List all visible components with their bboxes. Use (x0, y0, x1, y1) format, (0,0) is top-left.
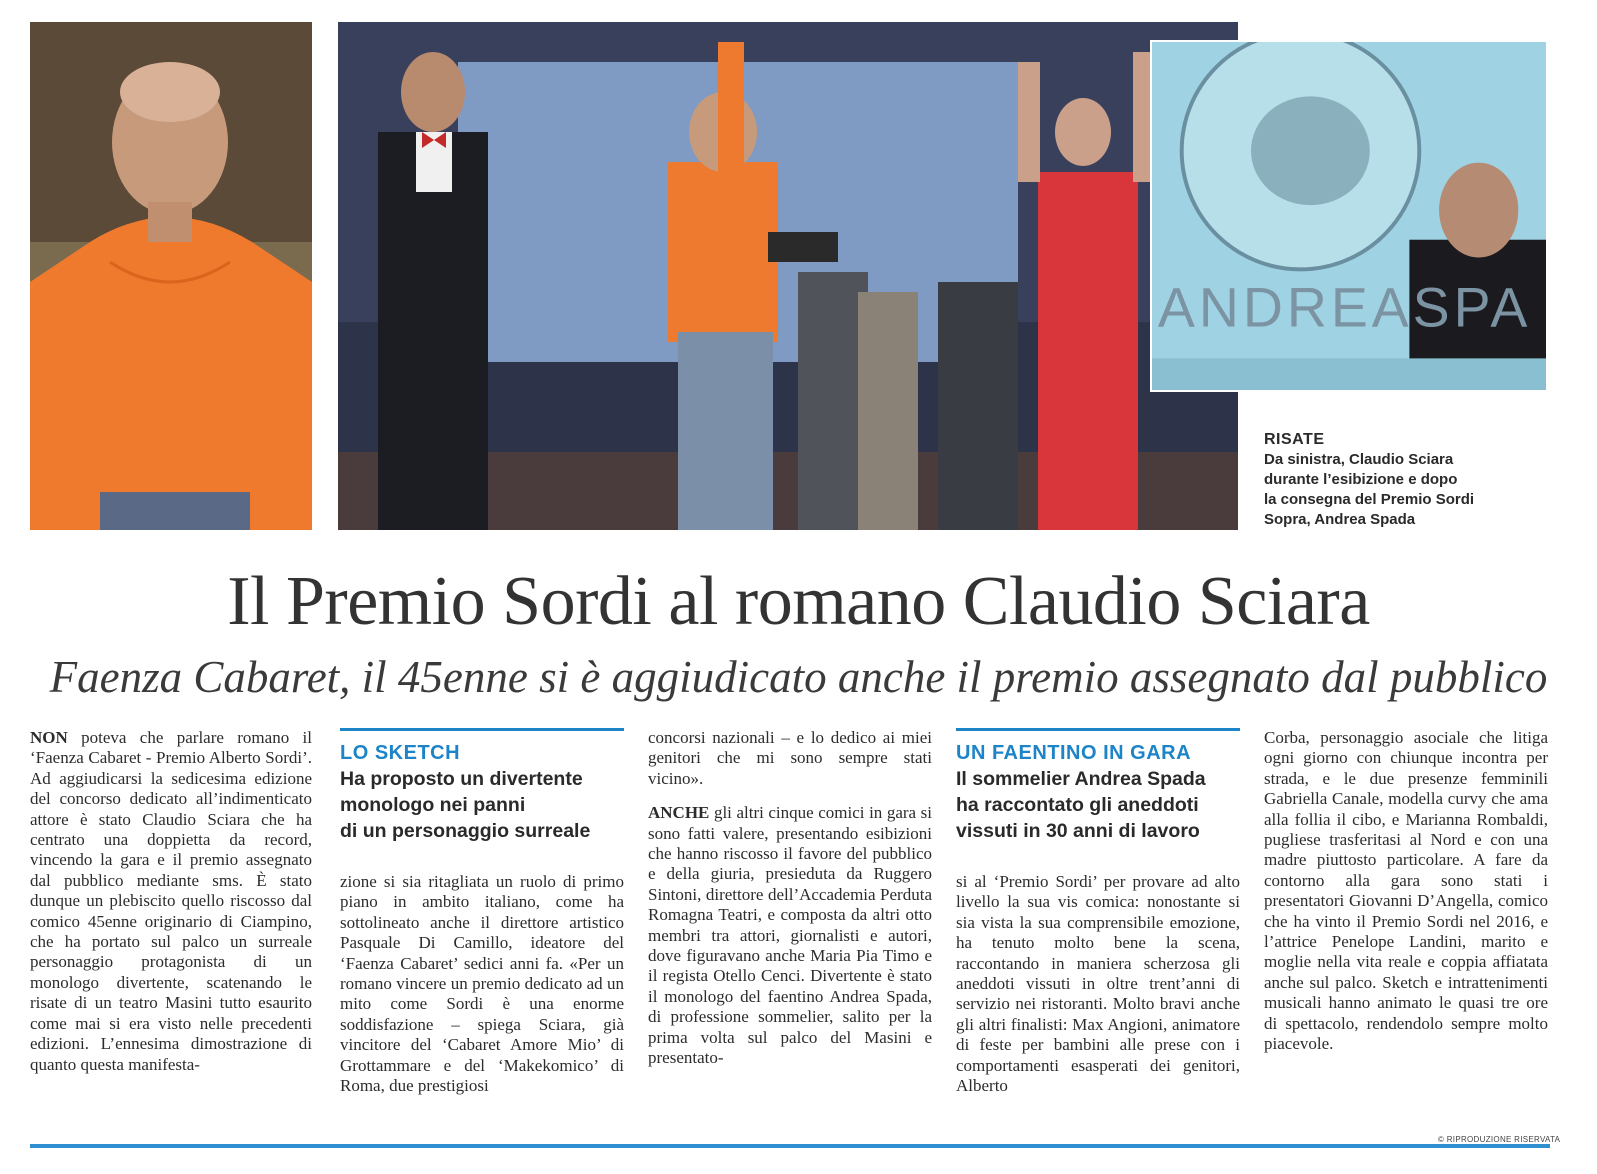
sidebox-kicker: LO SKETCH (340, 742, 461, 764)
column-text: gli altri cinque comici in gara si sono fatti valere, presentando esibizioni che hanno riscosso il favore del pubblico e della giuria, presieduta da Ruggero Sintoni, direttore dell’Accademia Perduta Romagna Teatri, e composta da altri otto membri tra attori, giornalisti e autori, dove figuravano anche Maria Pia Timo e il regista Otello Cenci. Divertente è stato il monologo del faentino Andrea Spada, di professione sommelier, salito per la prima volta sul palco del Masini e presentato- (648, 803, 932, 1068)
sidebox-kicker: UN FAENTINO IN GARA (956, 742, 1192, 764)
article-column-3 (648, 728, 932, 1069)
column-text: Corba, personaggio asociale che litiga ogni giorno con chiunque incontra per strada, e le due presenze femminili Gabriella Canale, modella curvy che ama alla follia il cibo, e Marianna Rombaldi, pugliese trasferitasi al Nord e con una madre piuttosto particolare. A fare da contorno alla gara sono stati i presentatori Giovanni D’Angella, comico che ha vinto il Premio Sordi nel 2016, e l’attrice Penelope Landini, marito e moglie nella vita reale e coppia affiatata anche sul palco. Sketch e intrattenimenti musicali hanno animato le quasi tre ore di spettacolo, rendendolo sempre molto piacevole. (1264, 728, 1548, 1054)
sidebox-line: di un personaggio surreale (340, 820, 591, 842)
column-text: si al ‘Premio Sordi’ per provare ad alto livello la sua vis comica: nonostante si sia vista la sua comprensibile emozione, ha tenuto molto bene la scena, raccontando in maniera scherzosa gli aneddoti vissuti in oltre trent’anni di servizio nei ristoranti. Molto bravi anche gli altri finalisti: Max Angioni, animatore di feste per bambini alle prese con i comportamenti esasperati dei genitori, Alberto (956, 872, 1240, 1096)
column-text: concorsi nazionali – e lo dedico ai miei genitori che mi sono sempre stati vicino». (648, 728, 932, 788)
column-text: poteva che parlare romano il ‘Faenza Cabaret - Premio Alberto Sordi’. Ad aggiudicarsi la sedicesima edizione del concorso dedicato all’indimenticato attore è stato Claudio Sciara che ha centrato una doppietta da record, vincendo la gara e il premio assegnato dal pubblico mediante sms. È stato dunque un plebiscito quello riscosso dal comico 45enne originario di Ciampino, che ha portato sul palco un surreale personaggio protagonista di un monologo divertente, scatenando le risate di un teatro Masini tutto esaurito come mai si era visto nelle precedenti edizioni. L’ennesima dimostrazione di quanto questa manifesta- (30, 728, 312, 1074)
sidebox-rule (340, 728, 624, 731)
sidebox-line: monologo nei panni (340, 794, 526, 816)
photo-award-stage (338, 22, 1238, 530)
photo-claudio-sciara (30, 22, 312, 530)
sidebox-line: Il sommelier Andrea Spada (956, 768, 1206, 790)
lead-word: NON (30, 728, 68, 747)
sidebox-lo-sketch (340, 740, 624, 844)
caption-line: Da sinistra, Claudio Sciara (1264, 451, 1454, 468)
headline: Il Premio Sordi al romano Claudio Sciara (227, 563, 1370, 640)
sidebox-line: ha raccontato gli aneddoti (956, 794, 1199, 816)
article-column-5 (1264, 728, 1548, 1055)
sidebox-rule (956, 728, 1240, 731)
subheadline: Faenza Cabaret, il 45enne si è aggiudicato anche il premio assegnato dal pubblico (49, 652, 1548, 702)
column-text: zione si sia ritagliata un ruolo di primo piano in ambito italiano, come ha sottolineato anche il direttore artistico Pasquale Di Camillo, ideatore del ‘Faenza Cabaret’ sedici anni fa. «Per un romano vincere un premio dedicato ad un mito come Sordi è una enorme soddisfazione – spiega Sciara, già vincitore del ‘Cabaret Amore Mio’ di Grottammare e del ‘Makekomico’ di Roma, due prestigiosi (340, 872, 624, 1096)
caption-kicker: RISATE (1264, 431, 1325, 448)
sidebox-line: Ha proposto un divertente (340, 768, 583, 790)
article-column-2 (340, 872, 624, 1096)
sidebox-faentino (956, 740, 1240, 844)
photo-caption (1264, 430, 1564, 530)
screen-text: ANDREASPA (1157, 276, 1532, 339)
copyright-notice: © RIPRODUZIONE RISERVATA (1438, 1135, 1561, 1144)
caption-line: la consegna del Premio Sordi (1264, 491, 1475, 508)
caption-line: durante l’esibizione e dopo (1264, 471, 1458, 488)
sidebox-line: vissuti in 30 anni di lavoro (956, 820, 1200, 842)
article-column-4 (956, 872, 1240, 1096)
lead-word: ANCHE (648, 803, 710, 823)
bottom-rule (30, 1144, 1550, 1148)
photo-andrea-spada (1150, 40, 1548, 392)
article-column-1 (30, 728, 312, 1075)
caption-line: Sopra, Andrea Spada (1264, 511, 1416, 528)
